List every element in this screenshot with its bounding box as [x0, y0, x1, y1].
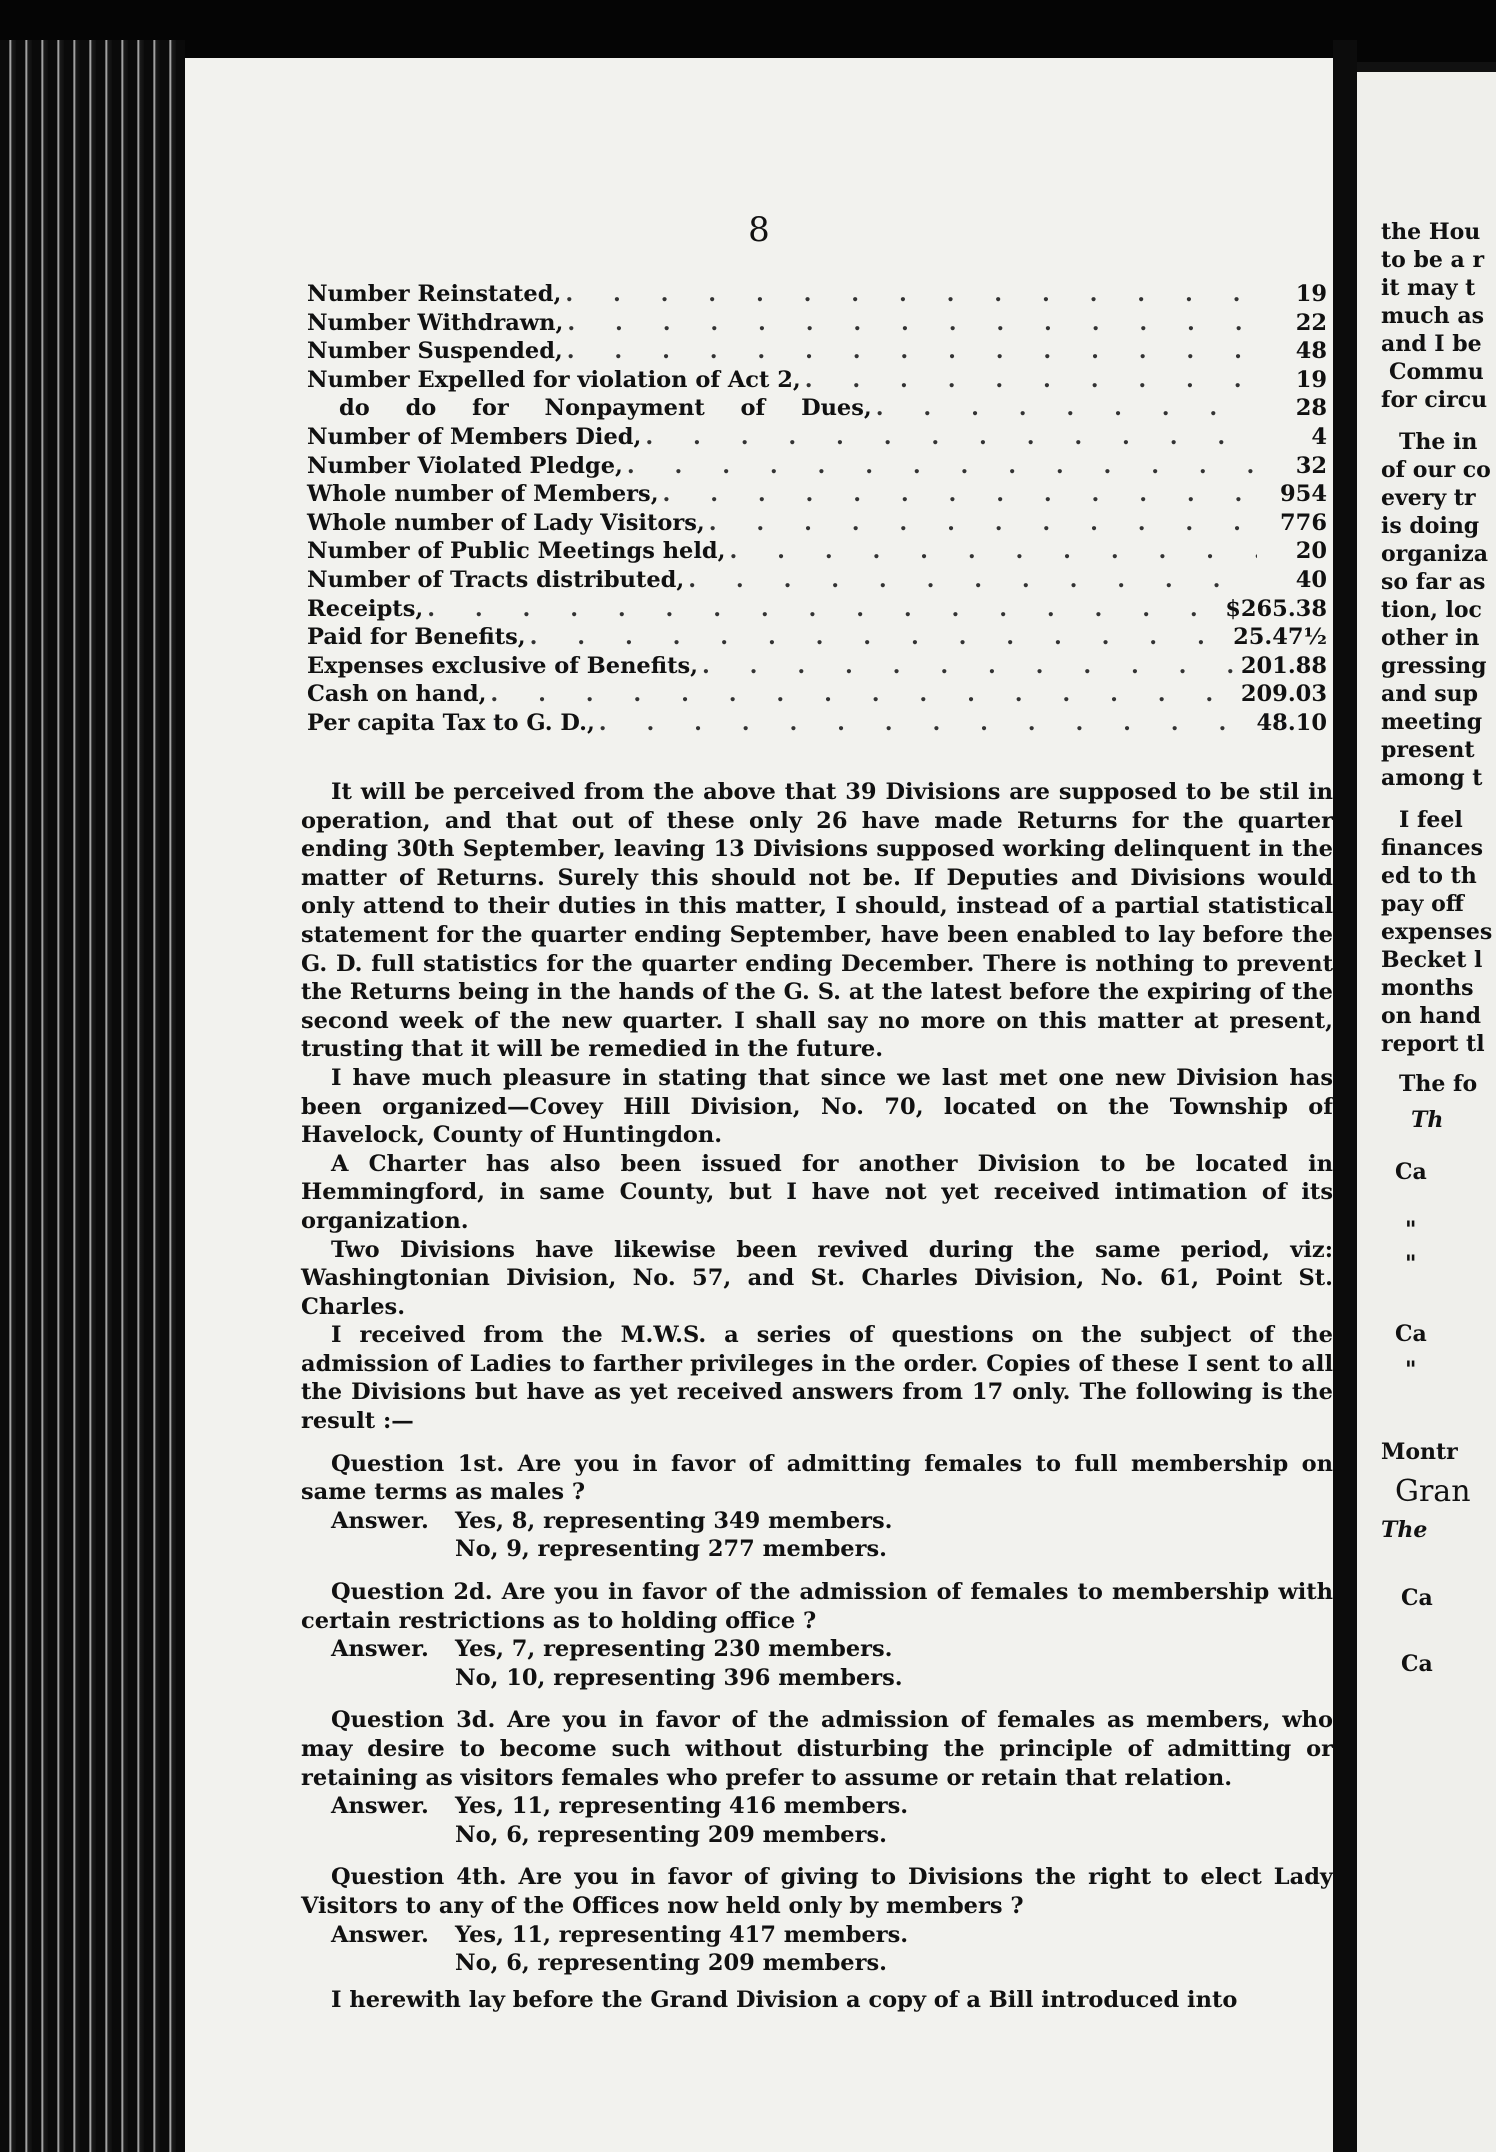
facing-page-text: on hand — [1381, 1003, 1481, 1029]
stat-label: Number of Public Meetings held, — [307, 538, 726, 565]
stat-value: 40 — [1295, 566, 1327, 593]
stat-label: do do for Nonpayment of Dues, — [339, 395, 872, 422]
stat-label: Whole number of Lady Visitors, — [307, 509, 705, 536]
book-page-edges — [0, 40, 185, 2152]
facing-page-text: Ca — [1395, 1159, 1427, 1185]
facing-page-text: report tl — [1381, 1031, 1485, 1057]
stat-value: $265.38 — [1225, 595, 1327, 622]
stat-label: Per capita Tax to G. D., — [307, 709, 595, 736]
answer-no: No, 9, representing 277 members. — [455, 1536, 887, 1563]
stat-row — [307, 509, 1327, 538]
answer-label: Answer. — [331, 1507, 429, 1534]
facing-page-text: Gran — [1395, 1474, 1471, 1509]
leader-dots — [659, 480, 1257, 509]
leader-dots — [623, 452, 1257, 481]
stat-label: Expenses exclusive of Benefits, — [307, 652, 699, 679]
leader-dots — [705, 509, 1257, 538]
stat-row — [307, 280, 1327, 309]
facing-page-text: Becket l — [1381, 947, 1483, 973]
facing-page-text: tion, loc — [1381, 597, 1482, 623]
leader-dots — [563, 309, 1257, 338]
facing-page-text: expenses — [1381, 919, 1493, 945]
paragraph: A Charter has also been issued for another Division to be located in Hemmingford, in same County, but I have not yet received intimation of its organization. — [301, 1150, 1333, 1234]
answer-block — [331, 1635, 1333, 1692]
facing-page-text: Th — [1411, 1107, 1444, 1133]
question-block — [301, 1578, 1333, 1692]
answer-yes: Yes, 11, representing 417 members. — [455, 1921, 909, 1948]
statistics-list — [307, 280, 1327, 738]
answer-yes: Yes, 11, representing 416 members. — [455, 1793, 909, 1820]
book-page — [185, 58, 1333, 2152]
facing-page-text: among t — [1381, 765, 1483, 791]
leader-dots — [684, 566, 1257, 595]
stat-label: Paid for Benefits, — [307, 624, 526, 651]
stat-label: Number Suspended, — [307, 338, 563, 365]
paragraph: Two Divisions have likewise been revived during the same period, viz: Washingtonian Division, No. 57, and St. Charles Division, No. 61, Point St. Charles. — [301, 1236, 1333, 1320]
leader-dots — [423, 595, 1225, 624]
leader-dots — [801, 366, 1257, 395]
stat-value: 28 — [1295, 395, 1327, 422]
leader-dots — [563, 337, 1257, 366]
facing-page-text: so far as — [1381, 569, 1486, 595]
stat-row — [307, 680, 1327, 709]
facing-page-text: Ca — [1395, 1321, 1427, 1347]
stat-row — [307, 309, 1327, 338]
stat-row — [307, 623, 1327, 652]
answer-label: Answer. — [331, 1793, 429, 1820]
stat-value: 48.10 — [1256, 709, 1327, 736]
stat-row — [307, 537, 1327, 566]
stat-value: 776 — [1280, 509, 1327, 536]
report-body — [301, 778, 1333, 2014]
facing-page-text: pay off — [1381, 891, 1464, 917]
facing-page-text: " — [1405, 1251, 1417, 1277]
stat-value: 19 — [1295, 281, 1327, 307]
stat-row — [307, 566, 1327, 595]
question-text: Question 1st. Are you in favor of admitting females to full membership on same terms as males ? — [301, 1450, 1333, 1506]
stat-value: 954 — [1280, 481, 1327, 508]
facing-page-text: Ca — [1401, 1651, 1433, 1677]
answer-yes: Yes, 8, representing 349 members. — [455, 1507, 893, 1534]
facing-page-text: meeting — [1381, 709, 1483, 735]
stat-value: 209.03 — [1240, 681, 1327, 708]
facing-page-text: to be a r — [1381, 247, 1485, 273]
scanner-top-border — [0, 0, 1496, 62]
facing-page-text: much as — [1381, 303, 1484, 329]
book-gutter — [1333, 40, 1357, 2152]
facing-page-text: I feel — [1399, 807, 1463, 833]
answer-block — [331, 1792, 1333, 1849]
answer-label: Answer. — [331, 1921, 429, 1948]
stat-row — [307, 423, 1327, 452]
leader-dots — [872, 394, 1257, 423]
facing-page-text: organiza — [1381, 541, 1489, 567]
answer-block — [331, 1921, 1333, 1978]
facing-page-text: and I be — [1381, 331, 1482, 357]
facing-page-text: The fo — [1399, 1071, 1478, 1097]
stat-label: Number Expelled for violation of Act 2, — [307, 366, 801, 393]
answer-yes: Yes, 7, representing 230 members. — [455, 1636, 893, 1663]
stat-value: 20 — [1295, 538, 1327, 565]
answer-no: No, 6, representing 209 members. — [455, 1821, 887, 1848]
answer-no: No, 6, representing 209 members. — [455, 1950, 887, 1977]
leader-dots — [725, 537, 1257, 566]
stat-label: Cash on hand, — [307, 681, 487, 708]
question-block — [301, 1450, 1333, 1564]
question-text: Question 3d. Are you in favor of the admission of females as members, who may desire to become such without disturbing the principle of admitting or retaining as visitors females who prefer to assume or retain that relation. — [301, 1707, 1333, 1791]
stat-row — [307, 709, 1327, 738]
page-number: 8 — [748, 210, 770, 250]
stat-label: Number Withdrawn, — [307, 309, 564, 336]
paragraph: I received from the M.W.S. a series of questions on the subject of the admission of Ladies to farther privileges in the order. Copies of these I sent to all the Divisions but have as yet received answers from 17 only. The following is the result :— — [301, 1322, 1333, 1435]
paragraph: I have much pleasure in stating that since we last met one new Division has been organized—Covey Hill Division, No. 70, located on the Township of Havelock, County of Huntingdon. — [301, 1064, 1333, 1149]
facing-page-fragment — [1357, 72, 1496, 2152]
stat-value: 32 — [1295, 452, 1327, 479]
leader-dots — [698, 652, 1241, 681]
stat-value: 4 — [1311, 423, 1327, 450]
stat-row — [307, 366, 1327, 395]
stat-value: 19 — [1295, 366, 1327, 393]
stat-row — [307, 394, 1327, 423]
stat-row — [307, 595, 1327, 624]
answer-block — [331, 1507, 1333, 1564]
facing-page-text: other in — [1381, 625, 1480, 651]
stat-row — [307, 452, 1327, 481]
leader-dots — [595, 709, 1257, 738]
answer-label: Answer. — [331, 1636, 429, 1663]
facing-page-text: of our co — [1381, 457, 1491, 483]
answer-no: No, 10, representing 396 members. — [455, 1664, 903, 1691]
stat-row — [307, 337, 1327, 366]
stat-label: Whole number of Members, — [307, 481, 659, 508]
facing-page-text: Commu — [1389, 359, 1484, 385]
facing-page-text: " — [1405, 1357, 1417, 1383]
stat-value: 48 — [1295, 338, 1327, 365]
facing-page-text: Ca — [1401, 1585, 1433, 1611]
facing-page-text: The in — [1399, 429, 1478, 455]
facing-page-text: months — [1381, 975, 1474, 1001]
leader-dots — [526, 623, 1233, 652]
facing-page-text: " — [1405, 1217, 1417, 1243]
leader-dots — [486, 680, 1240, 709]
paragraph: I herewith lay before the Grand Division a copy of a Bill introduced into — [331, 1986, 1238, 2013]
stat-label: Number Reinstated, — [307, 281, 562, 307]
stat-value: 201.88 — [1240, 652, 1327, 679]
facing-page-text: is doing — [1381, 513, 1480, 539]
facing-page-text: it may t — [1381, 275, 1476, 301]
facing-page-text: gressing — [1381, 653, 1487, 679]
leader-dots — [641, 423, 1257, 452]
question-text: Question 4th. Are you in favor of giving to Divisions the right to elect Lady Visitors to any of the Offices now held only by members ? — [301, 1864, 1333, 1919]
facing-page-text: and sup — [1381, 681, 1479, 707]
facing-page-text: ed to th — [1381, 863, 1477, 889]
facing-page-text: present — [1381, 737, 1475, 763]
facing-page-text: every tr — [1381, 485, 1476, 511]
stat-value: 25.47½ — [1233, 624, 1327, 651]
stat-row — [307, 652, 1327, 681]
question-text: Question 2d. Are you in favor of the admission of females to membership with certain restrictions as to holding office ? — [301, 1579, 1333, 1634]
paragraph: It will be perceived from the above that 39 Divisions are supposed to be stil in operation, and that out of these only 26 have made Returns for the quarter ending 30th September, leaving 13 Divisions supposed working delinquent in the matter of Returns. Surely this should not be. If Deputies and Divisions would only attend to their duties in this matter, I should, instead of a partial statistical statement for the quarter ending September, have been enabled to lay before the G. D. full statistics for the quarter ending December. There is nothing to prevent the Returns being in the hands of the G. S. at the latest before the expiring of the second week of the new quarter. I shall say no more on this matter at present, trusting that it will be remedied in the future. — [301, 779, 1333, 1063]
question-block — [301, 1706, 1333, 1849]
question-block — [301, 1863, 1333, 1977]
facing-page-text: The — [1381, 1517, 1428, 1543]
facing-page-text: finances — [1381, 835, 1484, 861]
stat-row — [307, 480, 1327, 509]
stat-label: Number Violated Pledge, — [307, 452, 623, 479]
stat-label: Receipts, — [307, 595, 424, 622]
facing-page-text: for circu — [1381, 387, 1488, 413]
stat-label: Number of Members Died, — [307, 423, 642, 450]
stat-value: 22 — [1295, 309, 1327, 336]
facing-page-text: Montr — [1381, 1439, 1458, 1465]
stat-label: Number of Tracts distributed, — [307, 566, 685, 593]
leader-dots — [561, 280, 1257, 309]
facing-page-text: the Hou — [1381, 219, 1481, 245]
